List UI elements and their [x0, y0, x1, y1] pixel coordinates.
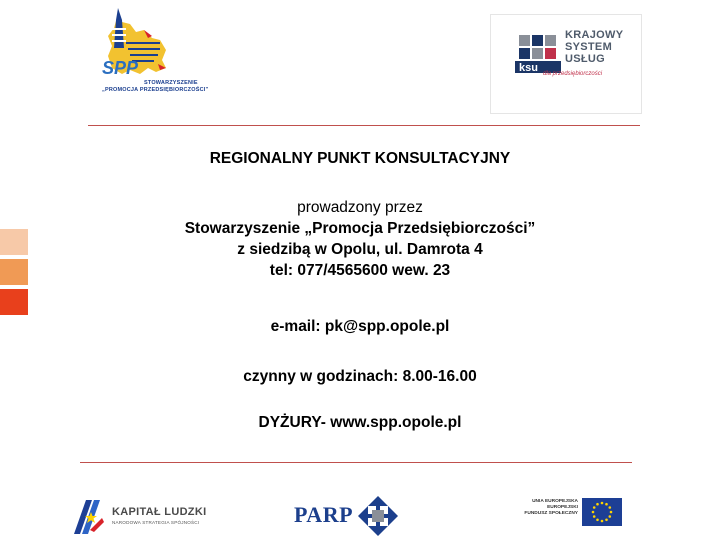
ksu-word-3: USŁUG [565, 53, 605, 65]
eu-flag-icon [582, 498, 622, 526]
email-text[interactable]: e-mail: pk@spp.opole.pl [270, 318, 450, 335]
opening-hours: czynny w godzinach: 8.00-16.00 [243, 368, 477, 385]
eu-text [514, 499, 578, 518]
parp-name: PARP [294, 502, 354, 527]
ksu-tagline: dla przedsiębiorczości [543, 71, 603, 77]
kapital-ludzki-logo [72, 496, 222, 538]
ksu-abbrev: ksu [519, 62, 538, 74]
address-text: z siedzibą w Opolu, ul. Damrota 4 [237, 241, 483, 258]
spp-abbrev: SPP [102, 58, 139, 78]
kapital-ludzki-emblem-icon [72, 496, 110, 536]
spp-caption-line2: „PROMOCJA PRZEDSIĘBIORCZOŚCI” [102, 87, 209, 93]
phone-text: tel: 077/4565600 wew. 23 [269, 262, 451, 279]
eu-text-line2: EUROPEJSKI [547, 505, 578, 511]
ksu-word-1: KRAJOWY [565, 29, 624, 41]
eu-logo [512, 496, 624, 528]
parp-logo [292, 494, 412, 538]
footer-divider [80, 462, 632, 463]
ksu-wordmark [565, 29, 623, 65]
organization-name: Stowarzyszenie „Promocja Przedsiębiorczości” [184, 220, 536, 237]
kapital-ludzki-subtitle: NARODOWA STRATEGIA SPÓJNOŚCI [112, 520, 200, 525]
accent-square-dark [0, 289, 28, 315]
parp-diamond-icon [358, 496, 398, 536]
eu-text-line1: UNIA EUROPEJSKA [532, 499, 578, 504]
ksu-logo [490, 14, 642, 114]
spp-caption-line1: STOWARZYSZENIE [144, 80, 198, 86]
spp-logo [100, 8, 250, 108]
led-by-text: prowadzony przez [297, 199, 423, 216]
kapital-ludzki-name: KAPITAŁ LUDZKI [112, 506, 207, 518]
duty-website[interactable]: DYŻURY- www.spp.opole.pl [258, 414, 462, 431]
eu-text-line3: FUNDUSZ SPOŁECZNY [524, 511, 578, 517]
header-divider [88, 125, 640, 126]
page-title: REGIONALNY PUNKT KONSULTACYJNY [209, 150, 511, 167]
organization-block [0, 197, 720, 281]
ksu-word-2: SYSTEM [565, 41, 613, 53]
